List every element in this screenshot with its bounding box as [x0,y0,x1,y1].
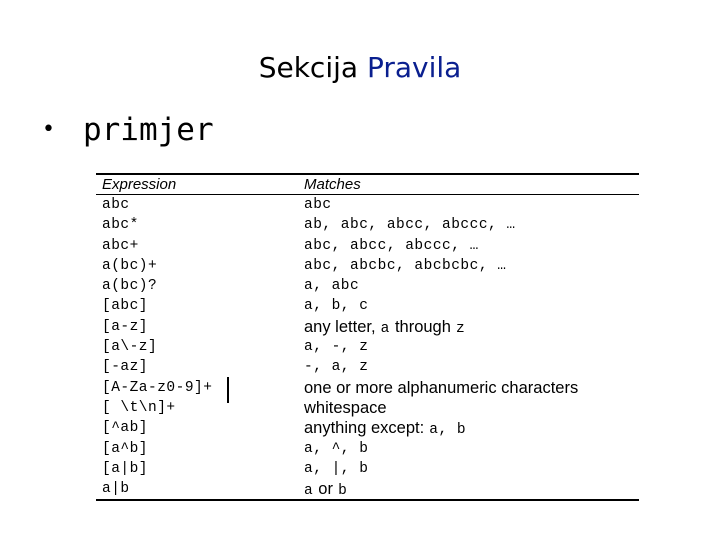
slide-title [0,50,720,86]
table-row [96,418,639,438]
matches-cell [297,479,639,499]
table-header [96,175,639,195]
table-row [96,276,639,296]
expression-cell: [a^b] [102,440,149,457]
matches-cell: a, abc [304,278,360,295]
expression-cell: [abc] [102,298,149,315]
expression-cell: [-az] [102,359,149,376]
expression-text: [A-Za-z0-9]+ [102,379,213,396]
expression-cell: a|b [102,481,130,498]
expression-cell: [a-z] [102,318,149,335]
expression-cell: abc [102,197,130,213]
table-row [96,317,639,337]
table-row [96,195,639,215]
header-expression: Expression [102,176,177,193]
expression-cell: a(bc)? [102,278,158,295]
expression-cell: [a\-z] [102,339,158,356]
matches-cell: -, a, z [304,359,369,376]
regex-table [96,173,639,501]
matches-text: any letter, [304,317,376,336]
table-row [96,398,639,418]
expression-cell: [a|b] [102,460,149,477]
table-row [96,296,639,316]
table-row [96,378,639,398]
expression-cell: abc+ [102,237,139,254]
table-row [96,439,639,459]
table-row [96,459,639,479]
matches-text: anything except: [304,419,425,438]
matches-cell: abc [304,197,332,213]
matches-code: b [338,483,348,500]
expression-cell: abc* [102,217,139,234]
matches-cell: a, |, b [304,460,369,477]
table-row [96,256,639,276]
matches-cell: whitespace [304,398,387,417]
expression-cell: [^ab] [102,420,149,437]
matches-cell: a, b, c [304,298,369,315]
table-row [96,337,639,357]
matches-code: a, b [429,422,467,439]
table-row [96,479,639,499]
header-matches: Matches [304,176,361,193]
table-row [96,215,639,235]
expression-cell: [ \t\n]+ [102,399,176,416]
matches-cell: a, ^, b [304,440,369,457]
title-part-1: Sekcija [258,51,359,84]
matches-cell: abc, abcc, abccc, … [304,237,479,254]
matches-cell: one or more alphanumeric characters [304,378,579,397]
expression-cell: a(bc)+ [102,257,158,274]
bullet-item [42,110,214,154]
expression-cell [96,378,297,398]
bullet-icon: • [42,117,55,142]
matches-cell [297,418,639,438]
matches-cell: abc, abcbc, abcbcbc, … [304,257,507,274]
matches-code: a [304,483,314,500]
matches-code: a [380,320,390,337]
matches-text: through [394,317,451,336]
matches-cell: a, -, z [304,339,369,356]
table-row [96,357,639,377]
matches-code: z [456,320,466,337]
title-part-2: Pravila [366,51,462,84]
matches-cell: ab, abc, abcc, abccc, … [304,217,516,234]
matches-text: or [318,480,333,499]
matches-cell [297,317,639,337]
table-row [96,236,639,256]
bullet-text: primjer [82,112,214,148]
